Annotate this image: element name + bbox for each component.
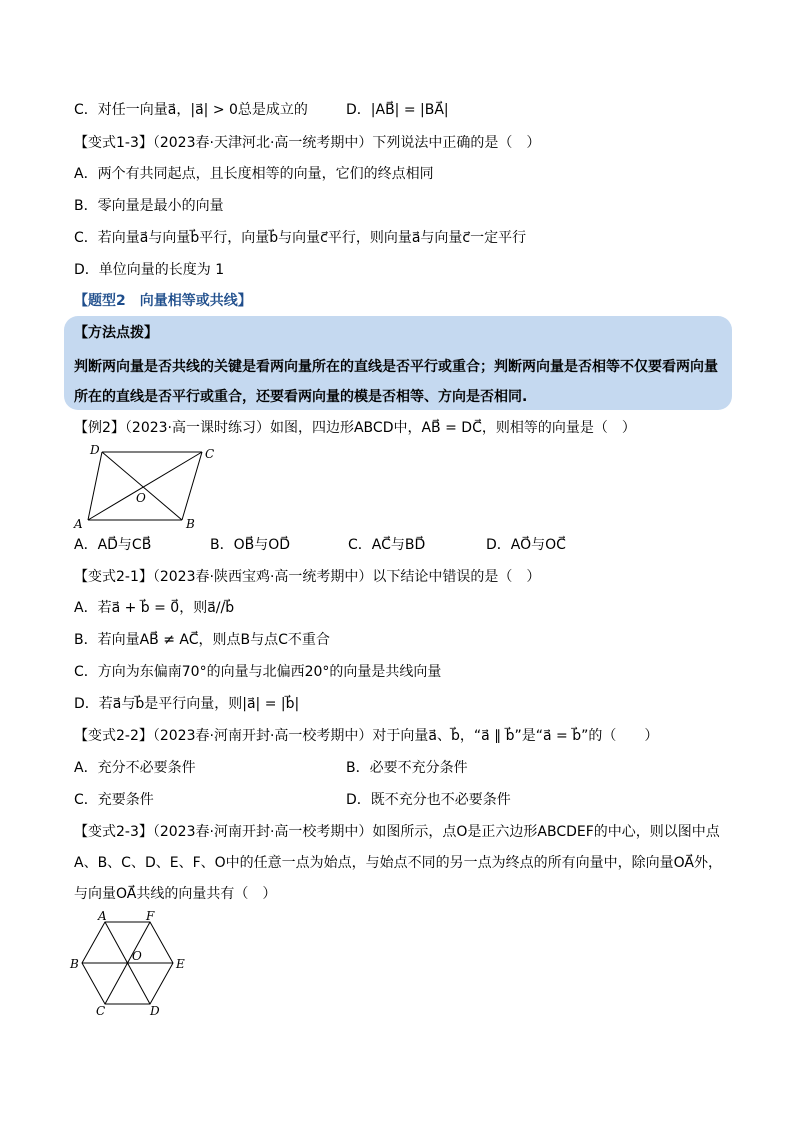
question-1-3-option-d: D．单位向量的长度为 1 <box>74 262 225 278</box>
option-d-prev: D．|AB⃗| = |BA⃗| <box>346 102 449 118</box>
question-2-1-option-d: D．若a⃗与b⃗是平行向量，则|a⃗| = |b⃗| <box>74 696 300 712</box>
question-1-3-option-a: A．两个有共同起点，且长度相等的向量，它们的终点相同 <box>74 166 434 182</box>
question-2-3-stem-line2: A、B、C、D、E、F、O中的任意一点为始点，与始点不同的另一点为终点的所有向量中，除向量OA⃗外， <box>74 855 723 871</box>
question-2-2-option-d: D．既不充分也不必要条件 <box>346 792 511 808</box>
parallelogram-figure <box>70 444 220 529</box>
diagonal-bd <box>102 452 182 520</box>
method-title: 【方法点拨】 <box>74 325 158 341</box>
example-2-option-b: B．OB⃗与OD⃗ <box>210 537 291 553</box>
hexagon-figure <box>70 909 200 1018</box>
label-c: C <box>205 447 215 461</box>
question-2-2-option-a: A．充分不必要条件 <box>74 760 196 776</box>
example-2-option-d: D．AO⃗与OC⃗ <box>486 537 566 553</box>
question-2-3-stem-line3: 与向量OA⃗共线的向量共有（ ） <box>74 886 277 902</box>
edge-da <box>88 452 102 520</box>
question-2-1-stem: 【变式2-1】（2023春·陕西宝鸡·高一统考期中）以下结论中错误的是（ ） <box>74 569 541 585</box>
example-2-option-c: C．AC⃗与BD⃗ <box>348 537 426 553</box>
question-2-1-option-b: B．若向量AB⃗ ≠ AC⃗，则点B与点C不重合 <box>74 632 330 648</box>
question-2-3-stem-line1: 【变式2-3】（2023春·河南开封·高一校考期中）如图所示，点O是正六边形ABCDEF的中心，则以图中点 <box>74 824 720 840</box>
option-c-prev: C．对任一向量a⃗，|a⃗| > 0总是成立的 <box>74 102 308 118</box>
question-2-2-option-c: C．充要条件 <box>74 792 154 808</box>
example-2-stem: 【例2】（2023·高一课时练习）如图，四边形ABCD中，AB⃗ = DC⃗，则相等的向量是（ ） <box>74 420 636 436</box>
label-b: B <box>70 957 79 971</box>
method-text: 判断两向量是否共线的关键是看两向量所在的直线是否平行或重合；判断两向量是否相等不仅要看两向量所在的直线是否平行或重合，还要看两向量的模是否相等、方向是否相同. <box>74 359 718 405</box>
label-e: E <box>176 957 185 971</box>
label-b: B <box>186 517 195 531</box>
label-c: C <box>96 1004 106 1018</box>
label-a: A <box>74 517 83 531</box>
example-2-option-a: A．AD⃗与CB⃗ <box>74 537 152 553</box>
label-d: D <box>150 1004 160 1018</box>
question-2-2-stem: 【变式2-2】（2023春·河南开封·高一校考期中）对于向量a⃗、b⃗，“a⃗ ∥ b⃗”是“a⃗ = b⃗”的（ ） <box>74 728 659 744</box>
section-title: 【题型2 向量相等或共线】 <box>74 293 252 309</box>
label-f: F <box>146 909 155 923</box>
question-2-2-option-b: B．必要不充分条件 <box>346 760 468 776</box>
question-1-3-stem: 【变式1-3】（2023春·天津河北·高一统考期中）下列说法中正确的是（ ） <box>74 135 541 151</box>
label-o: O <box>132 949 142 963</box>
question-1-3-option-c: C．若向量a⃗与向量b⃗平行，向量b⃗与向量c⃗平行，则向量a⃗与向量c⃗一定平行 <box>74 230 527 246</box>
label-a: A <box>98 909 107 923</box>
label-d: D <box>90 443 100 457</box>
label-o: O <box>136 491 146 505</box>
question-1-3-option-b: B．零向量是最小的向量 <box>74 198 224 214</box>
question-2-1-option-c: C．方向为东偏南70°的向量与北偏西20°的向量是共线向量 <box>74 664 442 680</box>
question-2-1-option-a: A．若a⃗ + b⃗ = 0⃗，则a⃗//b⃗ <box>74 600 235 616</box>
